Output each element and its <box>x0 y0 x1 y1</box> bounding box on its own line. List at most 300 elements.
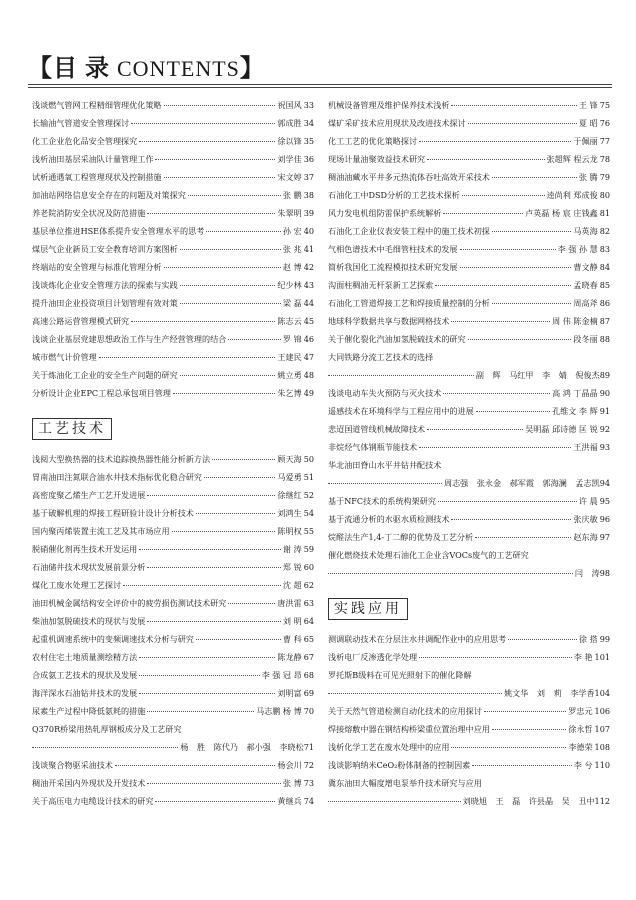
toc-entry[interactable] <box>32 150 314 168</box>
toc-entry[interactable] <box>328 348 610 366</box>
leader-dots <box>451 518 571 520</box>
leader-dots <box>155 800 275 802</box>
toc-entry[interactable] <box>32 486 314 504</box>
toc-entry-page: 51 <box>303 472 314 482</box>
toc-entry-title: 浅谈影响纳米CeO₂粉体制备的控制因素 <box>328 760 471 770</box>
leader-dots <box>419 140 571 142</box>
toc-entry-author: 李 强 冠 昂 <box>261 670 302 680</box>
toc-entry-author: 张超辉 程云龙 <box>546 154 598 164</box>
toc-entry-page: 54 <box>303 508 314 518</box>
leader-dots <box>475 536 571 538</box>
toc-entry-page: 74 <box>303 796 314 806</box>
leader-dots <box>492 728 566 730</box>
toc-entry-page: 110 <box>594 760 610 770</box>
toc-entry-author: 王洪福 <box>573 442 598 452</box>
leader-dots <box>139 674 259 676</box>
toc-entry-page: 106 <box>594 706 610 716</box>
leader-dots <box>492 302 572 304</box>
toc-entry-author: 周高斧 <box>573 298 598 308</box>
leader-dots <box>328 692 502 694</box>
leader-dots <box>328 482 442 484</box>
toc-entry[interactable] <box>32 594 314 612</box>
toc-entry-page: 52 <box>303 490 314 500</box>
toc-entry-title: 基于流通分析的水驱水质检测技术 <box>328 514 450 524</box>
toc-entry[interactable] <box>328 330 610 348</box>
toc-entry-page: 38 <box>303 190 314 200</box>
toc-entry-title: 简析我国化工流程模拟技术研究发展 <box>328 262 458 272</box>
toc-entry[interactable] <box>328 186 610 204</box>
toc-entry-author: 李德荣 <box>568 742 593 752</box>
toc-entry-author: 梁 磊 <box>282 298 302 308</box>
leader-dots <box>164 266 281 268</box>
toc-entry-title: 浅阅大型换热器的技术追踪换热器性能分析新方法 <box>32 454 211 464</box>
toc-entry-author: 孔维文 李 辉 <box>552 406 598 416</box>
toc-entry-author: 宋文婷 <box>277 172 302 182</box>
toc-entry[interactable] <box>32 648 314 666</box>
toc-entry-author: 赵 博 <box>282 262 302 272</box>
header-bracket-close: 】 <box>239 56 265 82</box>
toc-entry[interactable] <box>32 504 314 522</box>
toc-entry-page: 33 <box>303 100 314 110</box>
leader-dots <box>419 446 571 448</box>
toc-entry[interactable] <box>32 384 314 402</box>
toc-entry[interactable] <box>328 666 610 684</box>
toc-entry[interactable] <box>32 666 314 684</box>
toc-entry-authors-line <box>328 564 610 582</box>
toc-entry[interactable] <box>32 96 314 114</box>
leader-dots <box>115 764 275 766</box>
toc-entry-author: 罗忠元 <box>568 706 593 716</box>
toc-entry-page: 83 <box>599 244 610 254</box>
toc-entry-author: 高 鸿 丁晶晶 <box>552 388 598 398</box>
toc-entry[interactable] <box>328 420 610 438</box>
toc-entry-title: 石油化工中DSD分析的工艺技术探析 <box>328 190 460 200</box>
toc-entry-author: 杨 胜 陈代乃 郝小强 李晓松 <box>180 742 304 752</box>
toc-entry-author: 沈 超 <box>282 580 302 590</box>
toc-entry[interactable] <box>328 492 610 510</box>
toc-entry-title: 风力发电机组防雷保护系统解析 <box>328 208 442 218</box>
toc-entry-title: 高速公路运营管理模式研究 <box>32 316 130 326</box>
toc-entry-author: 张 博 <box>282 778 302 788</box>
toc-entry-page: 64 <box>303 616 314 626</box>
leader-dots <box>147 620 281 622</box>
toc-entry-title: 养老院消防安全状况及防范措施 <box>32 208 146 218</box>
toc-entry-title: 提升油田企业投资项目计划管理有效对策 <box>32 298 178 308</box>
toc-entry-author: 曹文静 <box>573 262 598 272</box>
toc-entry-author: 卢英磊 杨 宸 庄钱鑫 <box>525 208 598 218</box>
leader-dots <box>131 320 275 322</box>
toc-entry-page: 90 <box>599 388 610 398</box>
toc-entry-title: 基层单位推进HSE体系提升安全管理水平的思考 <box>32 226 205 236</box>
toc-entry[interactable] <box>32 186 314 204</box>
leader-dots <box>328 800 461 802</box>
toc-entry-page: 60 <box>303 562 314 572</box>
toc-entry-author: 孙 宏 <box>282 226 302 236</box>
toc-entry-author: 徐永哲 <box>568 724 593 734</box>
header-bracket-open: 【 <box>28 56 53 82</box>
toc-entry-page: 35 <box>303 136 314 146</box>
toc-entry-page: 82 <box>599 226 610 236</box>
leader-dots <box>508 638 577 640</box>
toc-entry[interactable] <box>328 114 610 132</box>
toc-entry-page: 92 <box>599 424 610 434</box>
toc-entry-page: 99 <box>599 634 610 644</box>
toc-entry[interactable] <box>32 540 314 558</box>
toc-entry[interactable] <box>32 168 314 186</box>
toc-entry-page: 78 <box>599 154 610 164</box>
leader-dots <box>472 764 572 766</box>
toc-entry-title: 终端站的安全管理与标准化管理分析 <box>32 262 162 272</box>
toc-entry-title: 分析设计企业EPC工程总承包项目管理 <box>32 388 171 398</box>
toc-entry-page: 71 <box>303 742 314 752</box>
toc-entry[interactable] <box>32 558 314 576</box>
leader-dots <box>147 212 275 214</box>
toc-entry[interactable] <box>32 468 314 486</box>
toc-entry[interactable] <box>32 114 314 132</box>
toc-entry-title: 基于NFC技术的系统构架研究 <box>328 496 436 506</box>
leader-dots <box>139 656 275 658</box>
toc-entry-title: 海洋深水石油钻井技术的发展 <box>32 688 138 698</box>
toc-entry-page: 72 <box>303 760 314 770</box>
leader-dots <box>443 212 523 214</box>
header-rule <box>28 84 612 88</box>
toc-entry-author: 周 伟 陈金楠 <box>552 316 598 326</box>
toc-entry-title: 大同铁路分流工艺技术的选择 <box>328 352 434 362</box>
leader-dots <box>32 746 178 748</box>
toc-entry-page: 63 <box>303 598 314 608</box>
toc-entry-title: 化工工艺的优化策略探讨 <box>328 136 418 146</box>
toc-entry[interactable] <box>328 546 610 564</box>
toc-entry[interactable] <box>32 702 314 720</box>
leader-dots <box>212 458 275 460</box>
toc-entry-page: 88 <box>599 334 610 344</box>
toc-entry[interactable] <box>32 756 314 774</box>
toc-entry-title: 试析通遇氧工程管理现状及控制措施 <box>32 172 162 182</box>
toc-entry-page: 39 <box>303 208 314 218</box>
leader-dots <box>468 122 577 124</box>
toc-entry[interactable] <box>32 348 314 366</box>
leader-dots <box>484 710 566 712</box>
toc-entry-page: 84 <box>599 262 610 272</box>
toc-entry-author: 王建民 <box>277 352 302 362</box>
leader-dots <box>451 320 550 322</box>
toc-entry-page: 87 <box>599 316 610 326</box>
toc-entry[interactable] <box>328 774 610 792</box>
toc-entry-title: 石油储井技术现状发展前景分析 <box>32 562 146 572</box>
toc-entry-title: Q370R桥梁用热轧厚钢板成分及工艺研究 <box>32 724 182 734</box>
toc-entry-page: 69 <box>303 688 314 698</box>
toc-entry[interactable] <box>328 96 610 114</box>
leader-dots <box>123 584 281 586</box>
toc-entry-author: 周志强 张永金 郝军霞 郭海澜 孟志凯 <box>443 478 600 488</box>
toc-entry[interactable] <box>328 510 610 528</box>
toc-entry[interactable] <box>32 132 314 150</box>
toc-entry-title: 现场计量油聚效益技术研究 <box>328 154 426 164</box>
leader-dots <box>99 356 276 358</box>
leader-dots <box>139 692 275 694</box>
toc-entry-title: 浅谈炼化企业安全管理方法的探索与实践 <box>32 280 178 290</box>
leader-dots <box>460 248 556 250</box>
toc-entry[interactable] <box>328 276 610 294</box>
leader-dots <box>438 500 577 502</box>
leader-dots <box>492 230 572 232</box>
toc-entry-author: 徐以锋 <box>277 136 302 146</box>
toc-entry-title: 浅谈电动车失火预防与灭火技术 <box>328 388 442 398</box>
toc-entry-author: 刘鸿生 <box>277 508 302 518</box>
toc-entry-page: 55 <box>303 526 314 536</box>
toc-entry-page: 95 <box>599 496 610 506</box>
toc-entry-title: 浅谈企业基层党建思想政治工作与生产经营管理的结合 <box>32 334 227 344</box>
toc-entry[interactable] <box>32 240 314 258</box>
toc-entry[interactable] <box>32 522 314 540</box>
toc-entry-author: 顾天海 <box>277 454 302 464</box>
toc-entry-page: 94 <box>599 478 610 488</box>
leader-dots <box>468 338 572 340</box>
toc-entry-title: 煤化工废水处理工艺探讨 <box>32 580 122 590</box>
toc-entry-page: 68 <box>303 670 314 680</box>
toc-entry-page: 112 <box>594 796 610 806</box>
toc-entry-title: 合成氨工艺技术的现状及发展 <box>32 670 138 680</box>
toc-entry-author: 张庆敏 <box>573 514 598 524</box>
toc-entry[interactable] <box>328 648 610 666</box>
toc-entry-title: 加油站网络信息安全存在的问题及对策探究 <box>32 190 186 200</box>
toc-entry-authors-line <box>328 366 610 384</box>
section-title-process-technology: 工艺技术 <box>32 418 112 440</box>
leader-dots <box>155 158 275 160</box>
toc-entry-page: 34 <box>303 118 314 128</box>
leader-dots <box>139 140 275 142</box>
toc-entry[interactable] <box>328 258 610 276</box>
leader-dots <box>427 158 544 160</box>
toc-entry-author: 张 鹏 <box>282 190 302 200</box>
toc-entry-author: 徐 搭 <box>578 634 598 644</box>
toc-entry-page: 76 <box>599 118 610 128</box>
toc-entry-title: 长输油气管道安全管理探讨 <box>32 118 130 128</box>
leader-dots <box>328 374 474 376</box>
toc-entry-page: 91 <box>599 406 610 416</box>
leader-dots <box>419 656 572 658</box>
toc-entry[interactable] <box>32 330 314 348</box>
toc-entry-author: 闫 涛 <box>574 568 600 578</box>
toc-entry-page: 48 <box>303 370 314 380</box>
leader-dots <box>427 428 523 430</box>
toc-entry-title: 浅析电厂反渗透化学处理 <box>328 652 418 662</box>
toc-entry-author: 刘 明 <box>282 616 302 626</box>
toc-entry-title: 起重机调速系统中的变频调速技术分析与研究 <box>32 634 194 644</box>
toc-entry-page: 47 <box>303 352 314 362</box>
leader-dots <box>172 530 276 532</box>
toc-entry-author: 祝国风 <box>277 100 302 110</box>
toc-entry-title: 尿素生产过程中降低氨耗的措施 <box>32 706 146 716</box>
toc-entry-page: 104 <box>594 688 610 698</box>
toc-entry[interactable] <box>32 204 314 222</box>
toc-entry-page: 73 <box>303 778 314 788</box>
toc-entry-author: 朱翠明 <box>277 208 302 218</box>
toc-entry[interactable] <box>32 450 314 468</box>
toc-entry[interactable] <box>328 384 610 402</box>
leader-dots <box>492 176 577 178</box>
leader-dots <box>180 248 281 250</box>
toc-entry-title: 沟面柱稠油无杆泵新工艺探索 <box>328 280 434 290</box>
toc-entry-author: 夏 昭 <box>578 118 598 128</box>
toc-entry-page: 62 <box>303 580 314 590</box>
toc-entry-author: 孟晓春 <box>573 280 598 290</box>
toc-entry-author: 张 兆 <box>282 244 302 254</box>
toc-entry[interactable] <box>32 774 314 792</box>
toc-entry-author: 姚立勇 <box>277 370 302 380</box>
toc-entry-author: 张 腾 <box>578 172 598 182</box>
toc-entry-page: 44 <box>303 298 314 308</box>
toc-entry-author: 逵尚利 郑成俊 <box>546 190 598 200</box>
toc-entry[interactable] <box>32 294 314 312</box>
leader-dots <box>147 782 281 784</box>
toc-entry[interactable] <box>32 720 314 738</box>
toc-entry-author: 陈志云 <box>277 316 302 326</box>
toc-entry-title: 气相色谱技术中毛细管柱技术的发展 <box>328 244 458 254</box>
leader-dots <box>147 710 254 712</box>
toc-entry-title: 煤矿采矿技术应用现状及改进技术探讨 <box>328 118 466 128</box>
toc-entry-title: 浅谈燃气管网工程精细管理优化策略 <box>32 100 162 110</box>
toc-entry-title: 机械设备管理及维护保养技术浅析 <box>328 100 450 110</box>
toc-entry-title: 石油化工企业仪表安装工程中的施工技术初探 <box>328 226 490 236</box>
toc-entry-author: 许 晨 <box>578 496 598 506</box>
toc-entry-author: 曹 科 <box>282 634 302 644</box>
leader-dots <box>476 410 550 412</box>
toc-entry-page: 43 <box>303 280 314 290</box>
leader-dots <box>173 392 275 394</box>
toc-entry[interactable] <box>328 738 610 756</box>
toc-entry-title: 关于催化裂化汽油加氢脱硫技术的研究 <box>328 334 466 344</box>
toc-entry-author: 唐洪雷 <box>277 598 302 608</box>
header-title-cn: 目 录 <box>53 56 110 82</box>
toc-entry[interactable] <box>32 630 314 648</box>
toc-entry[interactable] <box>32 276 314 294</box>
toc-entry-author: 李 艳 <box>573 652 593 662</box>
toc-entry-page: 75 <box>599 100 610 110</box>
toc-entry-author: 郑 锐 <box>282 562 302 572</box>
leader-dots <box>204 476 275 478</box>
toc-entry[interactable] <box>32 222 314 240</box>
toc-entry[interactable] <box>328 204 610 222</box>
toc-entry-title: 关于炼油化工企业的安全生产问题的研究 <box>32 370 178 380</box>
toc-entry[interactable] <box>32 612 314 630</box>
toc-entry-page: 37 <box>303 172 314 182</box>
toc-entry-title: 基于破解机理的焊接工程研验计设计分析技术 <box>32 508 194 518</box>
toc-entry-page: 65 <box>303 634 314 644</box>
toc-entry-title: 化工企业危化品安全管理探究 <box>32 136 138 146</box>
toc-entry[interactable] <box>328 168 610 186</box>
toc-entry[interactable] <box>32 312 314 330</box>
toc-entry-title: 遥感技术在环境科学与工程应用中的进展 <box>328 406 474 416</box>
toc-entry-page: 70 <box>303 706 314 716</box>
toc-entry-page: 85 <box>599 280 610 290</box>
toc-entry-page: 96 <box>599 514 610 524</box>
toc-entry[interactable] <box>328 456 610 474</box>
toc-entry-author: 纪少林 <box>277 280 302 290</box>
leader-dots <box>228 602 275 604</box>
toc-entry-title: 煤层气企业新员工安全教育培训方案图析 <box>32 244 178 254</box>
toc-entry[interactable] <box>328 312 610 330</box>
toc-entry[interactable] <box>32 258 314 276</box>
leader-dots <box>147 566 281 568</box>
toc-entry-page: 40 <box>303 226 314 236</box>
contents-header <box>28 48 328 82</box>
toc-entry[interactable] <box>328 630 610 648</box>
leader-dots <box>435 284 571 286</box>
toc-entry-author: 段冬丽 <box>573 334 598 344</box>
toc-entry[interactable] <box>328 756 610 774</box>
toc-entry-author: 吴明磊 邱诗德 匡 锐 <box>525 424 598 434</box>
leader-dots <box>328 572 573 574</box>
toc-entry-page: 36 <box>303 154 314 164</box>
toc-entry-author: 黄继兵 <box>277 796 302 806</box>
toc-entry[interactable] <box>328 720 610 738</box>
toc-entry-title: 城市燃气计价管理 <box>32 352 97 362</box>
leader-dots <box>164 104 276 106</box>
toc-entry-author: 赵东海 <box>573 532 598 542</box>
leader-dots <box>228 338 281 340</box>
toc-entry-title: 稠油油藏水平井多元热流体吞吐高效开采技术 <box>328 172 490 182</box>
toc-entry-page: 107 <box>594 724 610 734</box>
toc-entry[interactable] <box>328 150 610 168</box>
toc-entry-title: 悲迢国道管线机械故障技术 <box>328 424 426 434</box>
toc-entry-page: 80 <box>599 190 610 200</box>
toc-entry-title: 稠油开采国内外现状及开发技术 <box>32 778 146 788</box>
leader-dots <box>188 194 281 196</box>
toc-entry-page: 41 <box>303 244 314 254</box>
toc-entry-author: 徐继红 <box>277 490 302 500</box>
toc-entry-page: 98 <box>599 568 610 578</box>
header-title-en: CONTENTS <box>117 56 240 81</box>
leader-dots <box>196 638 281 640</box>
toc-entry[interactable] <box>328 702 610 720</box>
toc-entry-title: 油田机械金属结构安全评价中的疲劳损伤测试技术研究 <box>32 598 227 608</box>
toc-entry-title: 催化燃烧技术处理石油化工企业含VOCs废气的工艺研究 <box>328 550 529 560</box>
toc-entry[interactable] <box>328 132 610 150</box>
toc-entry-title: 罗托斯B级料在可见光照射下的催化降解 <box>328 670 472 680</box>
toc-entry-title: 关于高压电力电缆设计技术的研究 <box>32 796 154 806</box>
left-column <box>32 96 314 810</box>
toc-entry[interactable] <box>328 528 610 546</box>
toc-entry-page: 93 <box>599 442 610 452</box>
toc-entry-page: 108 <box>594 742 610 752</box>
toc-entry-author: 于佩丽 <box>573 136 598 146</box>
toc-entry[interactable] <box>328 402 610 420</box>
leader-dots <box>164 176 276 178</box>
toc-entry-title: 脱硝催化剂再生技术开发运用 <box>32 544 138 554</box>
toc-entry[interactable] <box>328 222 610 240</box>
leader-dots <box>462 194 545 196</box>
leader-dots <box>147 494 275 496</box>
toc-entry-title: 胃南油田注氮联合油水井技术指标优化稳合研究 <box>32 472 202 482</box>
toc-entry[interactable] <box>32 684 314 702</box>
toc-entry-title: 华北油田脊山水平井钻井配技术 <box>328 460 442 470</box>
leader-dots <box>180 302 281 304</box>
toc-entry[interactable] <box>32 576 314 594</box>
toc-entry[interactable] <box>328 294 610 312</box>
toc-entry[interactable] <box>32 366 314 384</box>
toc-entry[interactable] <box>32 792 314 810</box>
toc-entry[interactable] <box>328 240 610 258</box>
toc-entry-author: 朱乞博 <box>277 388 302 398</box>
toc-entry-authors-line <box>328 684 610 702</box>
toc-entry[interactable] <box>328 438 610 456</box>
leader-dots <box>131 122 275 124</box>
toc-entry-authors-line <box>328 792 610 810</box>
toc-entry-page: 97 <box>599 532 610 542</box>
toc-entry-title: 关于天然气管道检测自动化技术的应用探讨 <box>328 706 482 716</box>
leader-dots <box>443 392 550 394</box>
